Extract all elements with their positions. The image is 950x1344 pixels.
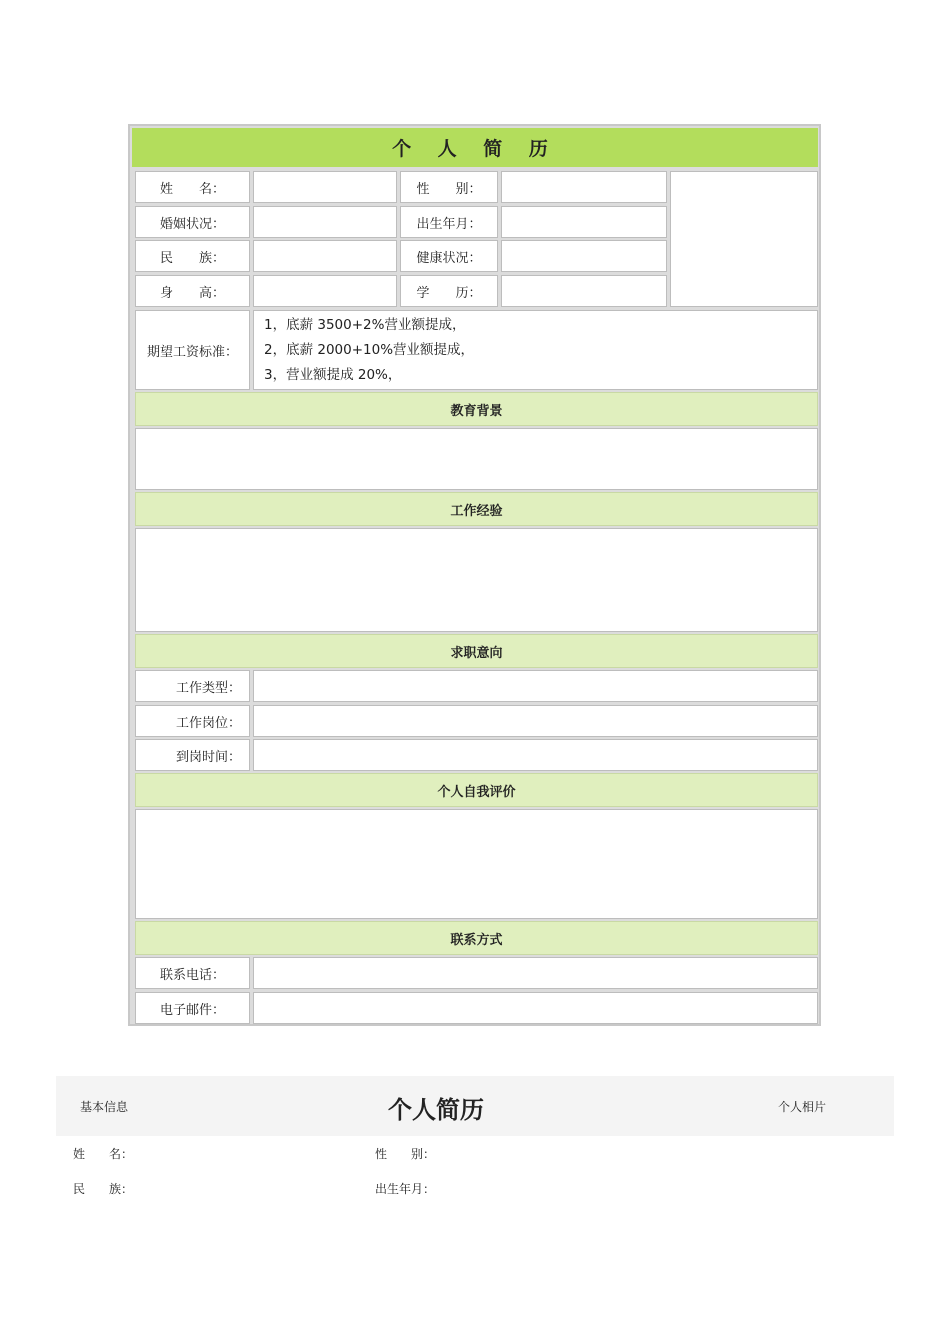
- photo-label: 个人相片: [778, 1100, 827, 1114]
- section-contact: 联系方式: [135, 921, 818, 955]
- work-content[interactable]: [135, 528, 818, 632]
- ethnic-label: 民 族：: [135, 240, 250, 272]
- gender-field[interactable]: [501, 171, 667, 203]
- birth-field[interactable]: [501, 206, 667, 238]
- self-eval-content[interactable]: [135, 809, 818, 919]
- second-gender-label: 性 别：: [375, 1147, 436, 1161]
- work-type-field[interactable]: [253, 670, 818, 702]
- height-field[interactable]: [253, 275, 397, 307]
- photo-box[interactable]: [670, 171, 818, 307]
- arrival-time-label: 到岗时间：: [135, 739, 250, 771]
- section-self-eval: 个人自我评价: [135, 773, 818, 807]
- phone-label: 联系电话：: [135, 957, 250, 989]
- marital-label: 婚姻状况：: [135, 206, 250, 238]
- gender-label: 性 别：: [400, 171, 498, 203]
- section-work: 工作经验: [135, 492, 818, 526]
- work-position-field[interactable]: [253, 705, 818, 737]
- second-ethnic-label: 民 族：: [73, 1182, 134, 1196]
- phone-field[interactable]: [253, 957, 818, 989]
- wage-option-1: 1，底薪 3500+2%营业额提成，: [264, 316, 466, 333]
- birth-label: 出生年月：: [400, 206, 498, 238]
- work-position-label: 工作岗位：: [135, 705, 250, 737]
- height-label: 身 高：: [135, 275, 250, 307]
- wage-label: 期望工资标准：: [135, 310, 250, 390]
- health-label: 健康状况：: [400, 240, 498, 272]
- wage-option-3: 3，营业额提成 20%，: [264, 366, 402, 383]
- second-resume-title: 个人简历: [388, 1095, 484, 1124]
- wage-option-2: 2，底薪 2000+10%营业额提成，: [264, 341, 475, 358]
- ethnic-field[interactable]: [253, 240, 397, 272]
- name-label: 姓 名：: [135, 171, 250, 203]
- basic-info-label: 基本信息: [80, 1100, 129, 1114]
- section-intent: 求职意向: [135, 634, 818, 668]
- education-label: 学 历：: [400, 275, 498, 307]
- email-label: 电子邮件：: [135, 992, 250, 1024]
- education-field[interactable]: [501, 275, 667, 307]
- second-name-label: 姓 名：: [73, 1147, 134, 1161]
- second-resume-header: [56, 1076, 894, 1136]
- marital-field[interactable]: [253, 206, 397, 238]
- resume-table: [128, 124, 821, 1026]
- section-education: 教育背景: [135, 392, 818, 426]
- email-field[interactable]: [253, 992, 818, 1024]
- resume-title: 个 人 简 历: [132, 128, 818, 167]
- wage-content: [253, 310, 818, 390]
- name-field[interactable]: [253, 171, 397, 203]
- work-type-label: 工作类型：: [135, 670, 250, 702]
- education-content[interactable]: [135, 428, 818, 490]
- arrival-time-field[interactable]: [253, 739, 818, 771]
- second-birth-label: 出生年月：: [375, 1182, 436, 1196]
- health-field[interactable]: [501, 240, 667, 272]
